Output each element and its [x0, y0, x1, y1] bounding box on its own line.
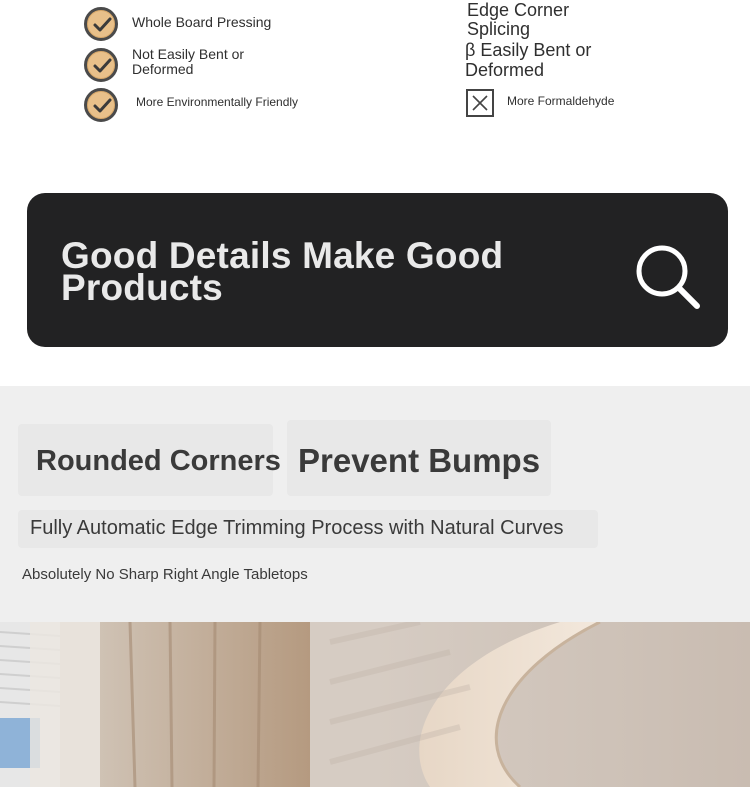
product-photo: [0, 622, 750, 787]
check-badge-icon: [84, 48, 118, 82]
check-badge-icon: [84, 88, 118, 122]
right-title-line1: Edge Corner: [467, 0, 570, 20]
banner-title: Good Details Make Good Products: [61, 235, 504, 308]
feature-not-bent: Not Easily Bent or Deformed: [132, 46, 245, 77]
check-badge-icon: [84, 7, 118, 41]
feature-formaldehyde: More Formaldehyde: [507, 94, 615, 108]
caption-no-sharp-angles: Absolutely No Sharp Right Angle Tabletops: [22, 566, 308, 583]
magnifier-icon: [634, 243, 702, 311]
cross-box-icon: [466, 89, 494, 117]
title-rounded-corners: Rounded Corners: [36, 445, 281, 477]
right-desc-line1: β Easily Bent or: [465, 40, 592, 60]
right-title-line2: Splicing: [467, 19, 531, 39]
feature-eco-friendly: More Environmentally Friendly: [136, 95, 299, 109]
title-prevent-bumps: Prevent Bumps: [298, 442, 541, 479]
right-desc-line2: Deformed: [465, 60, 545, 80]
subtitle-edge-trimming: Fully Automatic Edge Trimming Process with Natural Curves: [30, 517, 564, 539]
feature-whole-board: Whole Board Pressing: [132, 14, 272, 30]
